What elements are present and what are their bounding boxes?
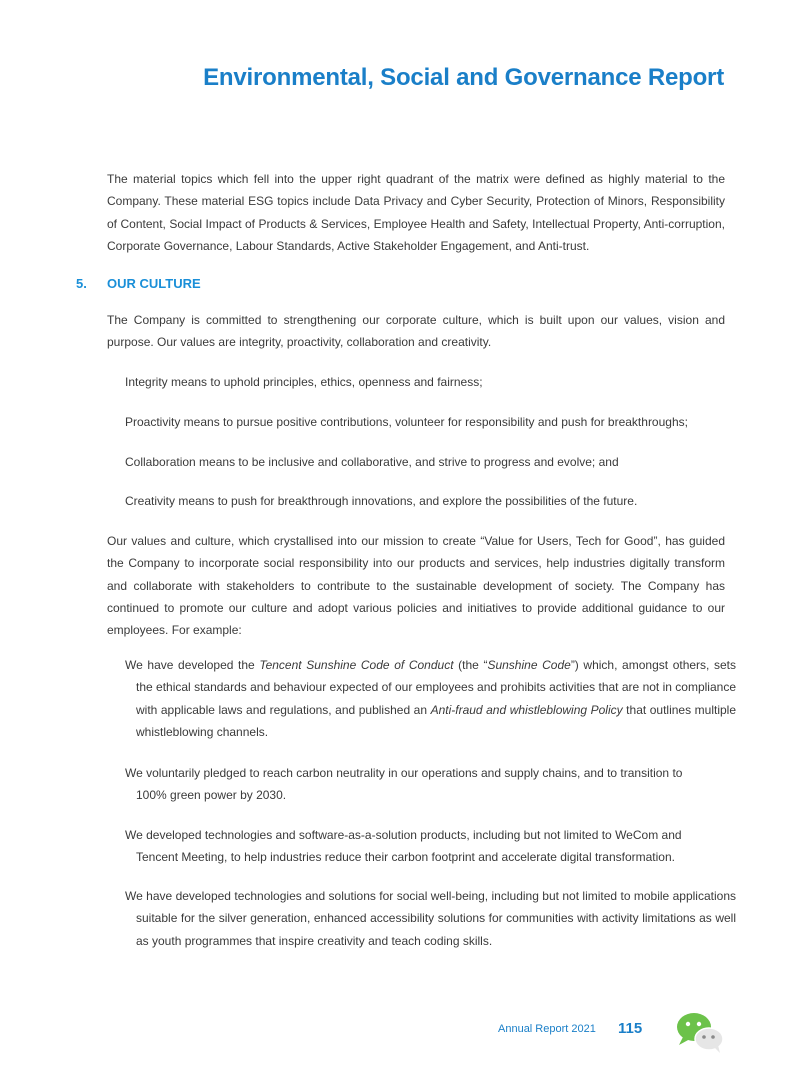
page-number: 115 bbox=[618, 1020, 643, 1037]
example-item-wecom-meeting: We developed technologies and software-as-a-solution products, including but not limited to WeCom and Tencent Meeting, to help industries reduce their carbon footprint and accelerate digital transformation. bbox=[125, 828, 682, 865]
intro-paragraph: The material topics which fell into the upper right quadrant of the matrix were defined as highly material to the Company. These material ESG topics include Data Privacy and Cyber Security, Protection of Minors, Responsibility of Content, Social Impact of Products & Services, Employee Health and Safety, Intellectual Property, Anti-corruption, Corporate Governance, Labour Standards, Active Stakeholder Engagement, and Anti-trust. bbox=[107, 172, 725, 253]
value-item-collaboration: Collaboration means to be inclusive and collaborative, and strive to progress and evolve; and bbox=[125, 455, 619, 469]
mission-paragraph: Our values and culture, which crystallised into our mission to create “Value for Users, Tech for Good”, has guided the Company to incorporate social responsibility into our products and services, help industries digitally transform and collaborate with stakeholders to contribute to the sustainable development of society. The Company has continued to promote our culture and adopt various policies and initiatives to provide additional guidance to our employees. For example: bbox=[107, 534, 725, 638]
section-title: OUR CULTURE bbox=[107, 276, 201, 291]
value-item-integrity: Integrity means to uphold principles, ethics, openness and fairness; bbox=[125, 375, 483, 389]
section-number: 5. bbox=[76, 276, 87, 291]
report-title: Environmental, Social and Governance Report bbox=[203, 64, 724, 91]
wechat-icon bbox=[674, 1010, 726, 1054]
value-item-creativity: Creativity means to push for breakthrough innovations, and explore the possibilities of the future. bbox=[125, 494, 638, 508]
section-intro-paragraph: The Company is committed to strengthening our corporate culture, which is built upon our values, vision and purpose. Our values are integrity, proactivity, collaboration and creativity. bbox=[107, 313, 725, 350]
whistleblowing-policy-title: Anti-fraud and whistleblowing Policy bbox=[430, 702, 623, 717]
example-item-code-of-conduct bbox=[125, 654, 736, 743]
example-text: We have developed the bbox=[125, 658, 260, 672]
example-text: (the “ bbox=[453, 658, 488, 672]
example-item-carbon-neutrality: We voluntarily pledged to reach carbon neutrality in our operations and supply chains, and to transition to 100% green power by 2030. bbox=[125, 766, 683, 803]
sunshine-code-term: Sunshine Code bbox=[487, 658, 571, 672]
code-of-conduct-title: Tencent Sunshine Code of Conduct bbox=[259, 658, 454, 672]
value-item-proactivity: Proactivity means to pursue positive contributions, volunteer for responsibility and push for breakthroughs; bbox=[125, 415, 688, 429]
footer-report-label: Annual Report 2021 bbox=[498, 1023, 596, 1035]
example-text: ”) which, amongst others, sets the ethical standards and behaviour expected of our employees and prohibits activities that are not in compliance with applicable laws and regulations, and published an bbox=[136, 658, 737, 717]
section-heading bbox=[76, 276, 376, 291]
example-item-social-wellbeing: We have developed technologies and solutions for social well-being, including but not limited to mobile applications suitable for the silver generation, enhanced accessibility solutions for communities with activity limitations as well as youth programmes that inspire creativity and teach coding skills. bbox=[125, 889, 736, 948]
example-text: that outlines multiple whistleblowing channels. bbox=[136, 702, 737, 739]
